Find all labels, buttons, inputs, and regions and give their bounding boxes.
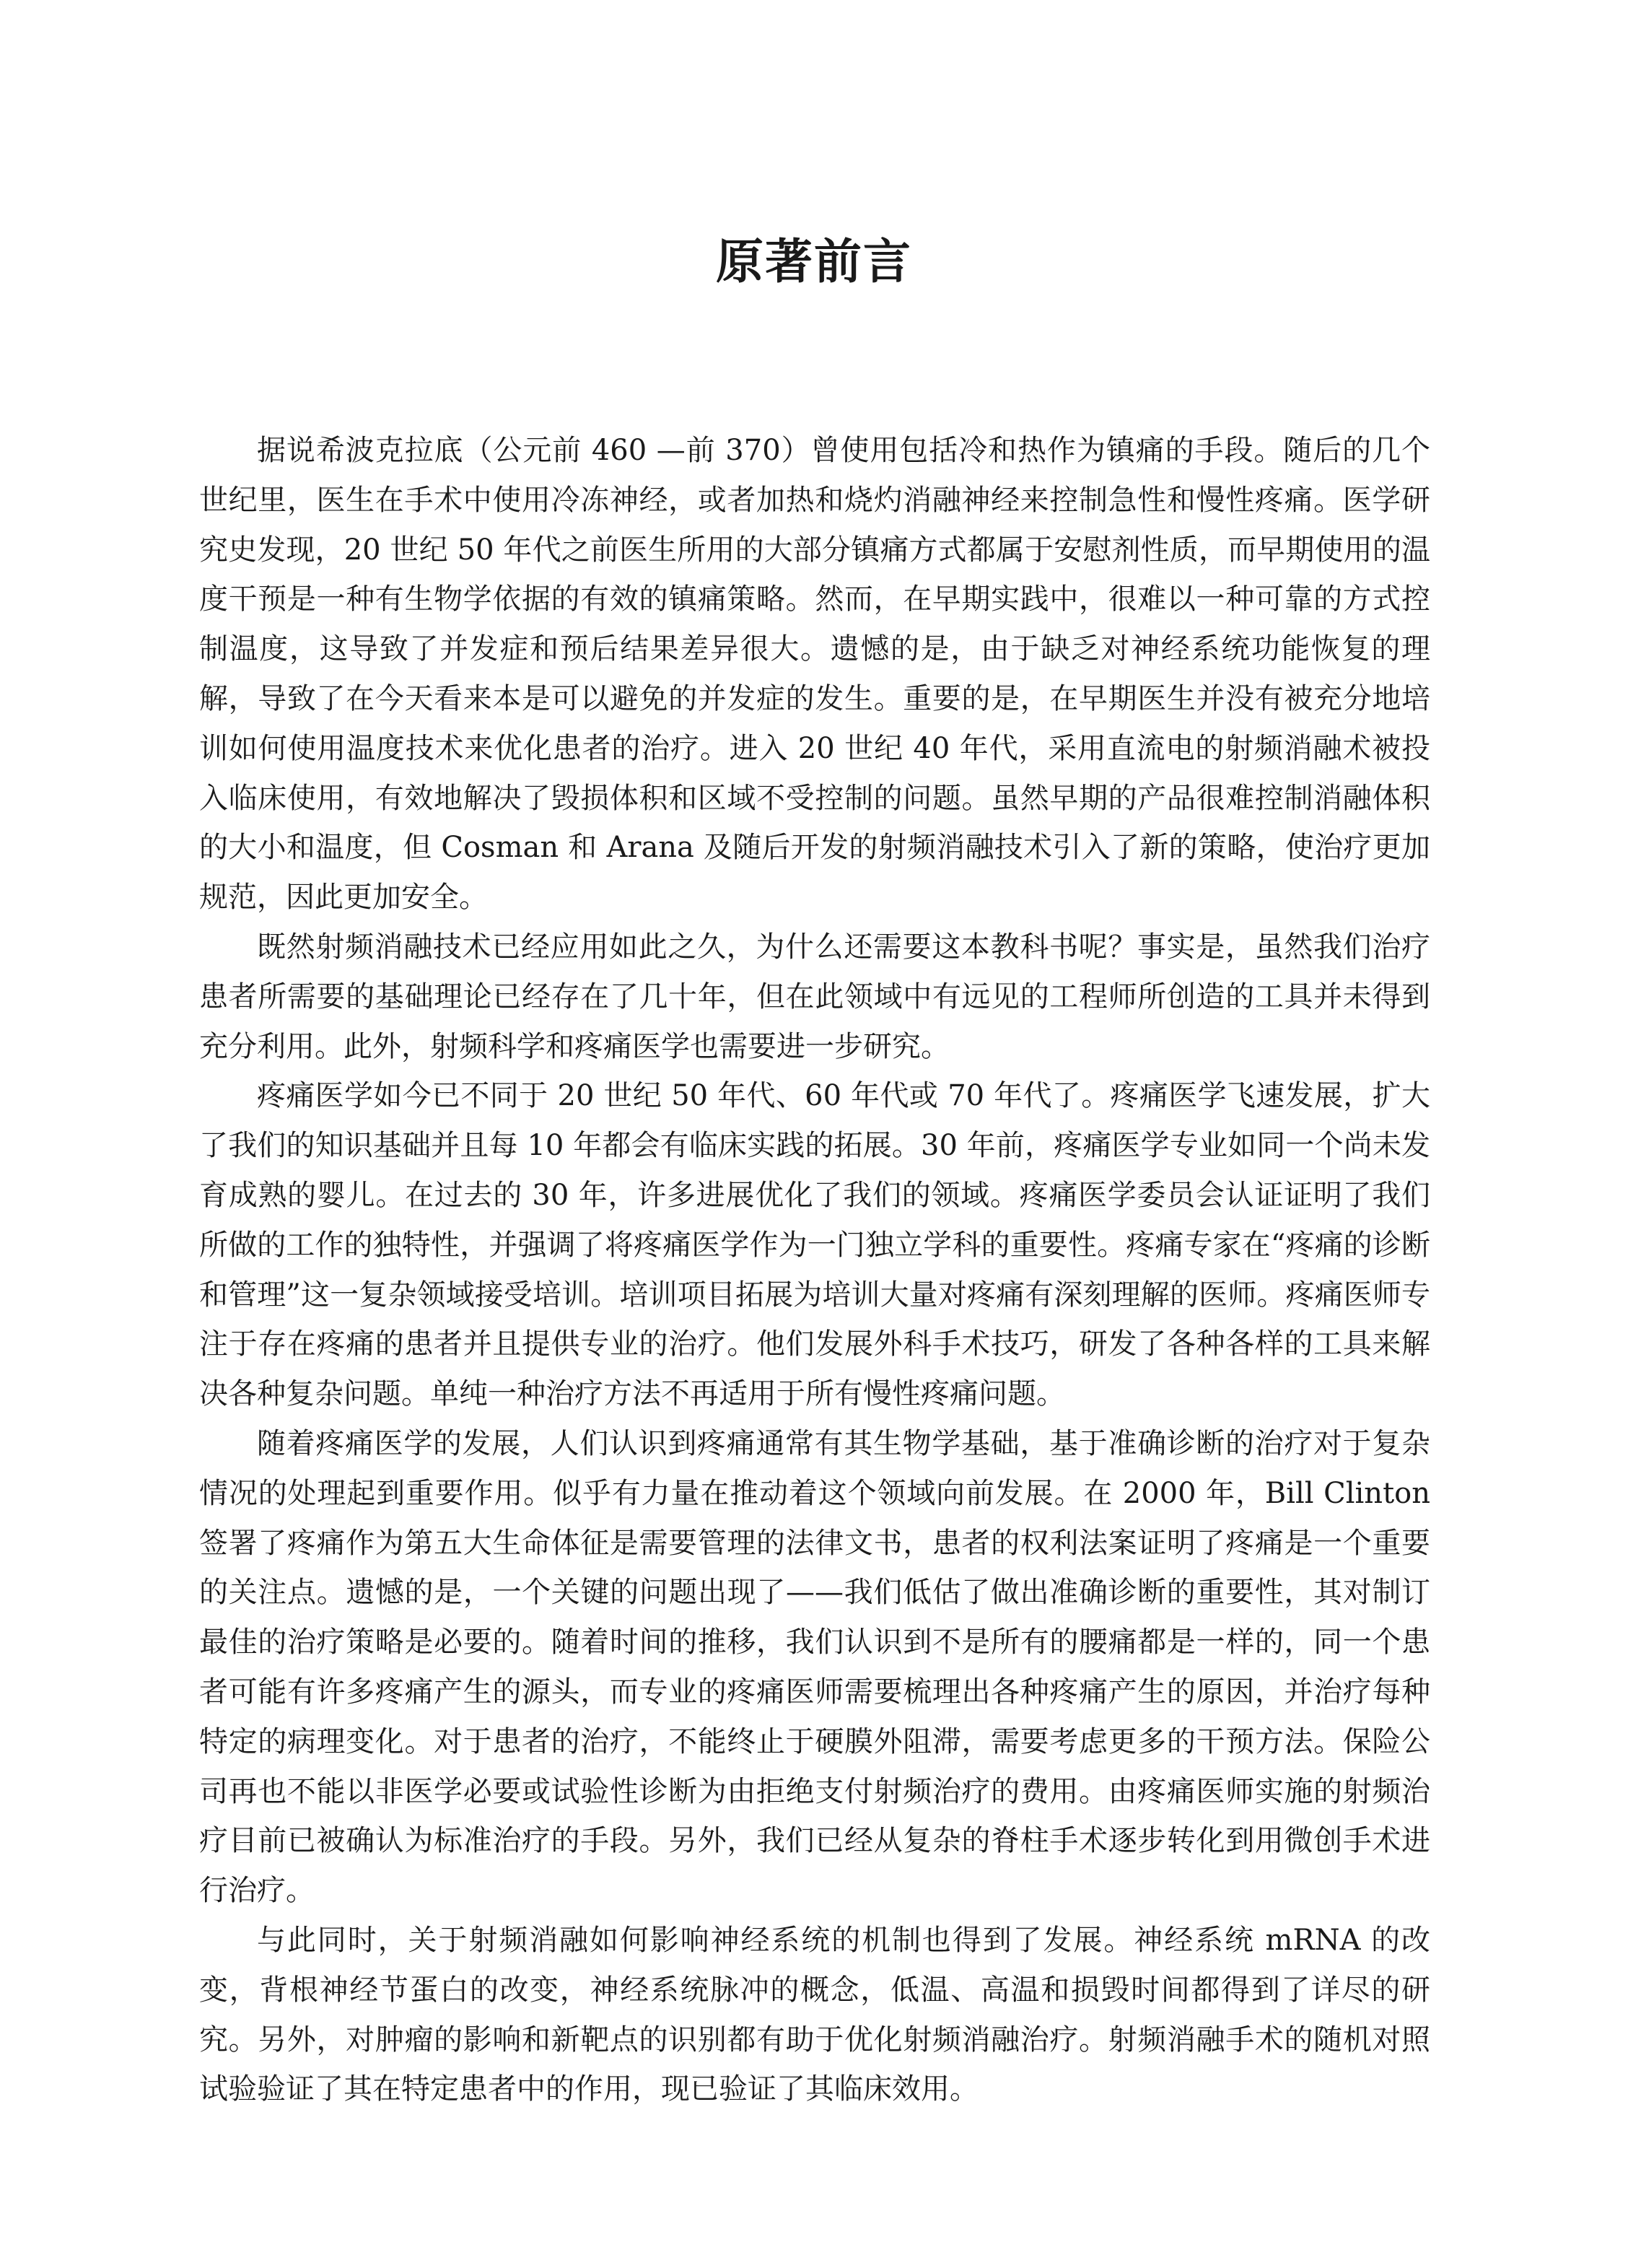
- paragraph-1: 据说希波克拉底（公元前 460 —前 370）曾使用包括冷和热作为镇痛的手段。随后的几个世纪里，医生在手术中使用冷冻神经，或者加热和烧灼消融神经来控制急性和慢性疼痛。医学研究史发现，20 世纪 50 年代之前医生所用的大部分镇痛方式都属于安慰剂性质，而早期使用的温度干预是一种有生物学依据的有效的镇痛策略。然而，在早期实践中，很难以一种可靠的方式控制温度，这导致了并发症和预后结果差异很大。遗憾的是，由于缺乏对神经系统功能恢复的理解，导致了在今天看来本是可以避免的并发症的发生。重要的是，在早期医生并没有被充分地培训如何使用温度技术来优化患者的治疗。进入 20 世纪 40 年代，采用直流电的射频消融术被投入临床使用，有效地解决了毁损体积和区域不受控制的问题。虽然早期的产品很难控制消融体积的大小和温度，但 Cosman 和 Arana 及随后开发的射频消融技术引入了新的策略，使治疗更加规范，因此更加安全。: [199, 434, 1430, 915]
- paragraph-5: 与此同时，关于射频消融如何影响神经系统的机制也得到了发展。神经系统 mRNA 的改变，背根神经节蛋白的改变，神经系统脉冲的概念，低温、高温和损毁时间都得到了详尽的研究。另外，对肿瘤的影响和新靶点的识别都有助于优化射频消融治疗。射频消融手术的随机对照试验验证了其在特定患者中的作用，现已验证了其临床效用。: [199, 1923, 1430, 2106]
- page-title: 原著前言: [716, 234, 912, 289]
- paragraph-2: 既然射频消融技术已经应用如此之久，为什么还需要这本教科书呢？事实是，虽然我们治疗患者所需要的基础理论已经存在了几十年，但在此领域中有远见的工程师所创造的工具并未得到充分利用。此外，射频科学和疼痛医学也需要进一步研究。: [199, 930, 1430, 1063]
- preface-body: [199, 426, 1430, 2114]
- paragraph-3: 疼痛医学如今已不同于 20 世纪 50 年代、60 年代或 70 年代了。疼痛医学飞速发展，扩大了我们的知识基础并且每 10 年都会有临床实践的拓展。30 年前，疼痛医学专业如同一个尚未发育成熟的婴儿。在过去的 30 年，许多进展优化了我们的领域。疼痛医学委员会认证证明了我们所做的工作的独特性，并强调了将疼痛医学作为一门独立学科的重要性。疼痛专家在“疼痛的诊断和管理”这一复杂领域接受培训。培训项目拓展为培训大量对疼痛有深刻理解的医师。疼痛医师专注于存在疼痛的患者并且提供专业的治疗。他们发展外科手术技巧，研发了各种各样的工具来解决各种复杂问题。单纯一种治疗方法不再适用于所有慢性疼痛问题。: [199, 1079, 1430, 1411]
- paragraph-4: 随着疼痛医学的发展，人们认识到疼痛通常有其生物学基础，基于准确诊断的治疗对于复杂情况的处理起到重要作用。似乎有力量在推动着这个领域向前发展。在 2000 年，Bill Clinton 签署了疼痛作为第五大生命体征是需要管理的法律文书，患者的权利法案证明了疼痛是一个重要的关注点。遗憾的是，一个关键的问题出现了——我们低估了做出准确诊断的重要性，其对制订最佳的治疗策略是必要的。随着时间的推移，我们认识到不是所有的腰痛都是一样的，同一个患者可能有许多疼痛产生的源头，而专业的疼痛医师需要梳理出各种疼痛产生的原因，并治疗每种特定的病理变化。对于患者的治疗，不能终止于硬膜外阻滞，需要考虑更多的干预方法。保险公司再也不能以非医学必要或试验性诊断为由拒绝支付射频治疗的费用。由疼痛医师实施的射频治疗目前已被确认为标准治疗的手段。另外，我们已经从复杂的脊柱手术逐步转化到用微创手术进行治疗。: [199, 1426, 1430, 1908]
